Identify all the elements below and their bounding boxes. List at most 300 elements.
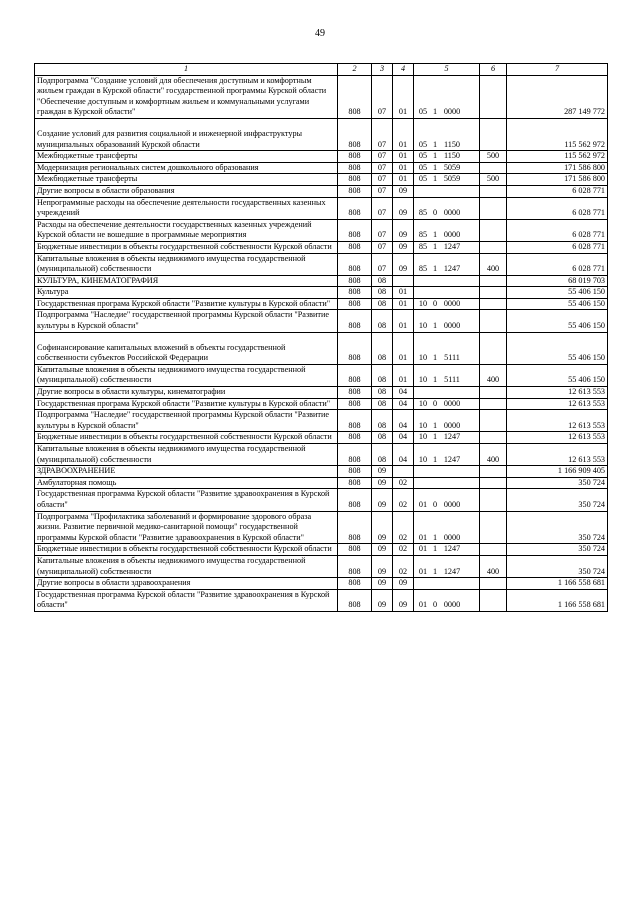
cell-pr: 01	[393, 364, 414, 386]
cell-rz: 08	[372, 275, 393, 287]
cell-vr: 500	[480, 151, 507, 163]
cell-vr	[480, 185, 507, 197]
csr-part: 01	[418, 566, 428, 576]
cell-pr: 04	[393, 387, 414, 399]
csr-part: 1	[432, 454, 438, 464]
cell-csr	[414, 466, 480, 478]
row-name: Подпрограмма "Наследие" государственной программы Курской области "Развитие культуры в Курской области"	[35, 410, 338, 432]
csr-part: 1	[432, 321, 438, 331]
table-row	[35, 185, 608, 197]
cell-grbs: 808	[338, 162, 372, 174]
cell-amount: 55 406 150	[507, 298, 608, 310]
cell-csr	[414, 477, 480, 489]
csr-part: 1	[432, 241, 438, 251]
cell-pr: 09	[393, 253, 414, 275]
cell-rz: 08	[372, 364, 393, 386]
csr-part: 0	[432, 398, 438, 408]
cell-pr	[393, 275, 414, 287]
csr-part: 5059	[443, 174, 461, 184]
row-name: Амбулаторная помощь	[35, 477, 338, 489]
csr-part: 05	[418, 139, 428, 149]
cell-vr	[480, 477, 507, 489]
row-name: Подпрограмма "Создание условий для обеспечения доступным и комфортным жильем граждан в Курской области" государственной программы Курской области "Обеспечение доступным и комфортным жильем и коммунальными услугами граждан в Курской области"	[35, 75, 338, 118]
csr-part: 0000	[443, 321, 461, 331]
csr-part: 1	[432, 230, 438, 240]
cell-csr	[414, 387, 480, 399]
csr-part: 1247	[443, 432, 461, 442]
row-name: Бюджетные инвестиции в объекты государственной собственности Курской области	[35, 241, 338, 253]
cell-vr	[480, 332, 507, 364]
cell-grbs: 808	[338, 578, 372, 590]
cell-rz: 07	[372, 174, 393, 186]
cell-vr: 500	[480, 174, 507, 186]
cell-amount: 6 028 771	[507, 241, 608, 253]
csr-part: 0000	[443, 208, 461, 218]
csr-part: 05	[418, 174, 428, 184]
cell-grbs: 808	[338, 185, 372, 197]
cell-vr	[480, 219, 507, 241]
cell-amount: 287 149 772	[507, 75, 608, 118]
cell-csr	[414, 589, 480, 611]
table-row	[35, 298, 608, 310]
table-row	[35, 162, 608, 174]
cell-amount: 350 724	[507, 544, 608, 556]
header-cell: 6	[480, 64, 507, 76]
table-row	[35, 118, 608, 150]
cell-rz: 09	[372, 489, 393, 511]
cell-grbs: 808	[338, 253, 372, 275]
table-row	[35, 253, 608, 275]
cell-pr: 01	[393, 287, 414, 299]
table-row	[35, 477, 608, 489]
csr-part: 0	[432, 600, 438, 610]
table-row	[35, 544, 608, 556]
cell-vr	[480, 162, 507, 174]
cell-rz: 09	[372, 578, 393, 590]
cell-grbs: 808	[338, 174, 372, 186]
cell-rz: 08	[372, 444, 393, 466]
cell-vr	[480, 589, 507, 611]
csr-part: 1247	[443, 454, 461, 464]
row-name: Государственная программа Курской области "Развитие здравоохранения в Курской области"	[35, 489, 338, 511]
csr-part: 01	[418, 532, 428, 542]
cell-vr	[480, 544, 507, 556]
cell-pr	[393, 466, 414, 478]
cell-vr	[480, 410, 507, 432]
cell-rz: 07	[372, 162, 393, 174]
csr-part: 05	[418, 151, 428, 161]
csr-part: 0000	[443, 230, 461, 240]
cell-grbs: 808	[338, 287, 372, 299]
header-cell: 4	[393, 64, 414, 76]
cell-csr	[414, 151, 480, 163]
csr-part: 1	[432, 107, 438, 117]
cell-amount: 12 613 553	[507, 444, 608, 466]
cell-csr	[414, 398, 480, 410]
cell-amount: 171 586 800	[507, 174, 608, 186]
table-row	[35, 555, 608, 577]
table-row	[35, 197, 608, 219]
row-name: Государственная програма Курской области "Развитие культуры в Курской области"	[35, 398, 338, 410]
csr-part: 0	[432, 499, 438, 509]
csr-part: 10	[418, 375, 428, 385]
cell-pr: 02	[393, 544, 414, 556]
csr-part: 1	[432, 375, 438, 385]
row-name: Модернизация региональных систем дошкольного образования	[35, 162, 338, 174]
cell-csr	[414, 310, 480, 332]
cell-pr: 09	[393, 241, 414, 253]
row-name: Капитальные вложения в объекты недвижимого имущества государственной (муниципальной) собственности	[35, 364, 338, 386]
cell-vr: 400	[480, 253, 507, 275]
cell-amount: 6 028 771	[507, 185, 608, 197]
cell-vr	[480, 432, 507, 444]
csr-part: 85	[418, 264, 428, 274]
row-name: Государственная програма Курской области "Развитие культуры в Курской области"	[35, 298, 338, 310]
cell-rz: 07	[372, 185, 393, 197]
cell-vr	[480, 75, 507, 118]
cell-pr: 01	[393, 310, 414, 332]
cell-pr: 09	[393, 185, 414, 197]
cell-rz: 09	[372, 589, 393, 611]
cell-grbs: 808	[338, 477, 372, 489]
cell-csr	[414, 298, 480, 310]
table-row	[35, 511, 608, 544]
cell-vr: 400	[480, 364, 507, 386]
cell-amount: 1 166 558 681	[507, 589, 608, 611]
cell-amount: 12 613 553	[507, 398, 608, 410]
cell-rz: 08	[372, 287, 393, 299]
csr-part: 0	[432, 298, 438, 308]
csr-part: 1	[432, 174, 438, 184]
cell-vr	[480, 511, 507, 544]
cell-pr: 02	[393, 555, 414, 577]
cell-pr: 02	[393, 511, 414, 544]
cell-grbs: 808	[338, 511, 372, 544]
csr-part: 0000	[443, 420, 461, 430]
cell-csr	[414, 162, 480, 174]
table-row	[35, 275, 608, 287]
table-row	[35, 287, 608, 299]
csr-part: 1	[432, 162, 438, 172]
row-name: Другие вопросы в области здравоохранения	[35, 578, 338, 590]
cell-vr	[480, 241, 507, 253]
cell-csr	[414, 275, 480, 287]
cell-pr: 01	[393, 174, 414, 186]
row-name: Межбюджетные трансферты	[35, 174, 338, 186]
csr-part: 1	[432, 432, 438, 442]
row-name: КУЛЬТУРА, КИНЕМАТОГРАФИЯ	[35, 275, 338, 287]
cell-vr	[480, 287, 507, 299]
cell-rz: 09	[372, 555, 393, 577]
cell-csr	[414, 185, 480, 197]
row-name: Другие вопросы в области культуры, кинематографии	[35, 387, 338, 399]
cell-csr	[414, 578, 480, 590]
csr-part: 1	[432, 420, 438, 430]
page-number: 49	[315, 28, 325, 39]
row-name: Бюджетные инвестиции в объекты государственной собственности Курской области	[35, 432, 338, 444]
cell-pr: 04	[393, 410, 414, 432]
row-name: Капитальные вложения в объекты недвижимого имущества государственной (муниципальной) собственности	[35, 555, 338, 577]
cell-rz: 07	[372, 118, 393, 150]
cell-csr	[414, 75, 480, 118]
cell-grbs: 808	[338, 444, 372, 466]
cell-rz: 08	[372, 398, 393, 410]
csr-part: 1	[432, 264, 438, 274]
cell-csr	[414, 219, 480, 241]
cell-grbs: 808	[338, 197, 372, 219]
table-row	[35, 410, 608, 432]
csr-part: 10	[418, 321, 428, 331]
row-name: Софинансирование капитальных вложений в объекты государственной собственности субъектов Российской Федерации	[35, 332, 338, 364]
cell-csr	[414, 511, 480, 544]
csr-part: 05	[418, 107, 428, 117]
csr-part: 85	[418, 230, 428, 240]
cell-vr	[480, 466, 507, 478]
table-row	[35, 387, 608, 399]
cell-vr	[480, 489, 507, 511]
row-name: Государственная программа Курской области "Развитие здравоохранения в Курской области"	[35, 589, 338, 611]
csr-part: 10	[418, 432, 428, 442]
cell-csr	[414, 432, 480, 444]
table-row	[35, 364, 608, 386]
cell-amount: 350 724	[507, 489, 608, 511]
cell-rz: 08	[372, 387, 393, 399]
cell-csr	[414, 197, 480, 219]
cell-grbs: 808	[338, 219, 372, 241]
csr-part: 1	[432, 139, 438, 149]
cell-vr	[480, 578, 507, 590]
cell-csr	[414, 287, 480, 299]
cell-amount: 6 028 771	[507, 197, 608, 219]
cell-vr: 400	[480, 444, 507, 466]
cell-amount: 55 406 150	[507, 287, 608, 299]
csr-part: 0000	[443, 532, 461, 542]
table-row	[35, 466, 608, 478]
cell-amount: 55 406 150	[507, 310, 608, 332]
table-row	[35, 432, 608, 444]
cell-pr: 04	[393, 398, 414, 410]
cell-grbs: 808	[338, 410, 372, 432]
table-row	[35, 398, 608, 410]
cell-rz: 07	[372, 241, 393, 253]
cell-rz: 07	[372, 253, 393, 275]
row-name: Подпрограмма "Наследие" государственной программы Курской области "Развитие культуры в Курской области"	[35, 310, 338, 332]
cell-pr: 01	[393, 118, 414, 150]
cell-grbs: 808	[338, 466, 372, 478]
table-row	[35, 444, 608, 466]
cell-rz: 09	[372, 544, 393, 556]
csr-part: 85	[418, 241, 428, 251]
cell-rz: 08	[372, 432, 393, 444]
cell-csr	[414, 241, 480, 253]
csr-part: 0000	[443, 107, 461, 117]
cell-csr	[414, 332, 480, 364]
cell-vr	[480, 298, 507, 310]
header-cell: 2	[338, 64, 372, 76]
table-row	[35, 332, 608, 364]
cell-amount: 68 019 703	[507, 275, 608, 287]
csr-part: 1	[432, 532, 438, 542]
cell-vr	[480, 118, 507, 150]
cell-csr	[414, 489, 480, 511]
cell-grbs: 808	[338, 589, 372, 611]
cell-grbs: 808	[338, 275, 372, 287]
csr-part: 1247	[443, 264, 461, 274]
cell-amount: 350 724	[507, 477, 608, 489]
cell-amount: 12 613 553	[507, 432, 608, 444]
cell-grbs: 808	[338, 332, 372, 364]
cell-grbs: 808	[338, 75, 372, 118]
cell-grbs: 808	[338, 298, 372, 310]
cell-rz: 07	[372, 151, 393, 163]
csr-part: 0000	[443, 499, 461, 509]
cell-amount: 350 724	[507, 555, 608, 577]
cell-pr: 01	[393, 332, 414, 364]
table-row	[35, 219, 608, 241]
cell-rz: 09	[372, 511, 393, 544]
cell-pr: 04	[393, 432, 414, 444]
header-cell: 7	[507, 64, 608, 76]
header-cell: 1	[35, 64, 338, 76]
cell-csr	[414, 555, 480, 577]
cell-amount: 115 562 972	[507, 118, 608, 150]
cell-csr	[414, 544, 480, 556]
cell-grbs: 808	[338, 489, 372, 511]
csr-part: 1	[432, 151, 438, 161]
csr-part: 0000	[443, 600, 461, 610]
cell-vr	[480, 387, 507, 399]
csr-part: 10	[418, 398, 428, 408]
csr-part: 5111	[444, 353, 460, 363]
cell-grbs: 808	[338, 118, 372, 150]
csr-part: 10	[418, 420, 428, 430]
csr-part: 5111	[444, 375, 460, 385]
cell-amount: 6 028 771	[507, 253, 608, 275]
cell-amount: 1 166 558 681	[507, 578, 608, 590]
cell-vr	[480, 197, 507, 219]
row-name: Расходы на обеспечение деятельности государственных казенных учреждений Курской области не вошедшие в программные мероприятия	[35, 219, 338, 241]
cell-csr	[414, 444, 480, 466]
table-row	[35, 174, 608, 186]
cell-pr: 01	[393, 151, 414, 163]
cell-vr	[480, 398, 507, 410]
csr-part: 85	[418, 208, 428, 218]
cell-grbs: 808	[338, 398, 372, 410]
cell-vr	[480, 275, 507, 287]
row-name: Создание условий для развития социальной и инженерной инфраструктуры муниципальных образований Курской области	[35, 118, 338, 150]
row-name: ЗДРАВООХРАНЕНИЕ	[35, 466, 338, 478]
cell-rz: 08	[372, 298, 393, 310]
cell-amount: 55 406 150	[507, 364, 608, 386]
cell-amount: 115 562 972	[507, 151, 608, 163]
cell-vr: 400	[480, 555, 507, 577]
csr-part: 01	[418, 600, 428, 610]
cell-amount: 55 406 150	[507, 332, 608, 364]
row-name: Подпрограмма "Профилактика заболеваний и формирование здорового образа жизни. Развитие первичной медико-санитарной помощи" государственной программы Курской области "Развитие здравоохранения в Курской области"	[35, 511, 338, 544]
row-name: Капитальные вложения в объекты недвижимого имущества государственной (муниципальной) собственности	[35, 444, 338, 466]
cell-rz: 09	[372, 466, 393, 478]
cell-csr	[414, 253, 480, 275]
cell-grbs: 808	[338, 555, 372, 577]
row-name: Непрограммные расходы на обеспечение деятельности государственных казенных учреждений	[35, 197, 338, 219]
table-row	[35, 310, 608, 332]
csr-part: 01	[418, 499, 428, 509]
row-name: Другие вопросы в области образования	[35, 185, 338, 197]
row-name: Бюджетные инвестиции в объекты государственной собственности Курской области	[35, 544, 338, 556]
cell-pr: 09	[393, 197, 414, 219]
csr-part: 1	[432, 566, 438, 576]
cell-grbs: 808	[338, 544, 372, 556]
csr-part: 01	[418, 544, 428, 554]
cell-pr: 01	[393, 298, 414, 310]
csr-part: 5059	[443, 162, 461, 172]
cell-rz: 08	[372, 410, 393, 432]
cell-pr: 01	[393, 162, 414, 174]
cell-csr	[414, 364, 480, 386]
table-row	[35, 151, 608, 163]
csr-part: 1247	[443, 544, 461, 554]
cell-amount: 12 613 553	[507, 410, 608, 432]
cell-pr: 04	[393, 444, 414, 466]
csr-part: 0000	[443, 298, 461, 308]
budget-table	[34, 63, 608, 612]
row-name: Межбюджетные трансферты	[35, 151, 338, 163]
table-header-row	[35, 64, 608, 76]
csr-part: 1	[432, 353, 438, 363]
csr-part: 10	[418, 298, 428, 308]
table-row	[35, 589, 608, 611]
cell-rz: 07	[372, 75, 393, 118]
cell-grbs: 808	[338, 387, 372, 399]
csr-part: 10	[418, 353, 428, 363]
csr-part: 1247	[443, 241, 461, 251]
csr-part: 10	[418, 454, 428, 464]
table-row	[35, 578, 608, 590]
csr-part: 1150	[443, 151, 461, 161]
cell-amount: 171 586 800	[507, 162, 608, 174]
cell-grbs: 808	[338, 310, 372, 332]
cell-csr	[414, 118, 480, 150]
cell-amount: 6 028 771	[507, 219, 608, 241]
cell-pr: 02	[393, 489, 414, 511]
cell-amount: 12 613 553	[507, 387, 608, 399]
cell-vr	[480, 310, 507, 332]
cell-grbs: 808	[338, 241, 372, 253]
cell-rz: 08	[372, 310, 393, 332]
cell-pr: 09	[393, 589, 414, 611]
row-name: Культура	[35, 287, 338, 299]
cell-grbs: 808	[338, 364, 372, 386]
cell-grbs: 808	[338, 432, 372, 444]
cell-rz: 07	[372, 219, 393, 241]
header-cell: 3	[372, 64, 393, 76]
csr-part: 0000	[443, 398, 461, 408]
cell-csr	[414, 410, 480, 432]
cell-pr: 01	[393, 75, 414, 118]
csr-part: 1	[432, 544, 438, 554]
cell-rz: 09	[372, 477, 393, 489]
table-row	[35, 241, 608, 253]
cell-rz: 07	[372, 197, 393, 219]
csr-part: 1150	[443, 139, 461, 149]
cell-pr: 09	[393, 578, 414, 590]
csr-part: 0	[432, 208, 438, 218]
header-cell: 5	[414, 64, 480, 76]
table-row	[35, 489, 608, 511]
cell-amount: 1 166 909 405	[507, 466, 608, 478]
cell-pr: 09	[393, 219, 414, 241]
csr-part: 1247	[443, 566, 461, 576]
